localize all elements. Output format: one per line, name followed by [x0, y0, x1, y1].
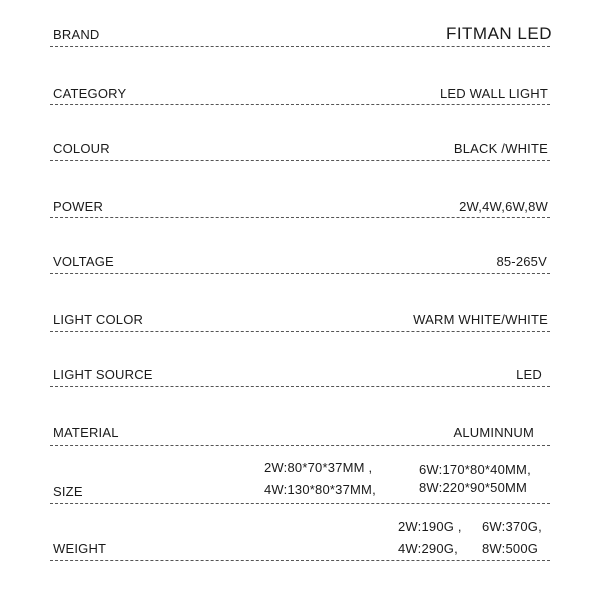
spec-value-power: 2W,4W,6W,8W	[459, 199, 548, 214]
spec-label-size: SIZE	[53, 484, 83, 499]
spec-label-light-color: LIGHT COLOR	[53, 312, 144, 327]
divider	[50, 104, 550, 105]
divider	[50, 160, 550, 161]
spec-label-voltage: VOLTAGE	[53, 254, 114, 269]
spec-value-light-source: LED	[516, 367, 542, 382]
weight-value-2w: 2W:190G ,	[398, 519, 462, 534]
spec-value-colour: BLACK /WHITE	[453, 141, 548, 156]
size-value-8w: 8W:220*90*50MM	[419, 480, 528, 495]
spec-label-power: POWER	[53, 199, 104, 214]
size-value-2w: 2W:80*70*37MM ,	[264, 460, 373, 475]
weight-value-6w: 6W:370G,	[482, 519, 542, 534]
spec-label-brand: BRAND	[53, 27, 100, 42]
spec-label-material: MATERIAL	[53, 425, 119, 440]
divider	[50, 46, 550, 47]
divider	[50, 560, 550, 561]
divider	[50, 273, 550, 274]
size-value-4w: 4W:130*80*37MM,	[264, 482, 376, 497]
divider	[50, 445, 550, 446]
spec-label-light-source: LIGHT SOURCE	[53, 367, 153, 382]
spec-value-category: LED WALL LIGHT	[439, 86, 548, 101]
divider	[50, 386, 550, 387]
weight-value-4w: 4W:290G,	[398, 541, 458, 556]
spec-value-voltage: 85-265V	[496, 254, 547, 269]
spec-label-colour: COLOUR	[53, 141, 110, 156]
divider	[50, 217, 550, 218]
divider	[50, 503, 550, 504]
spec-value-light-color: WARM WHITE/WHITE	[413, 312, 548, 327]
spec-label-weight: WEIGHT	[53, 541, 107, 556]
spec-label-category: CATEGORY	[53, 86, 127, 101]
size-value-6w: 6W:170*80*40MM,	[419, 462, 531, 477]
spec-value-material: ALUMINNUM	[453, 425, 534, 440]
divider	[50, 331, 550, 332]
spec-value-brand: FITMAN LED	[445, 24, 552, 43]
weight-value-8w: 8W:500G	[482, 541, 539, 556]
